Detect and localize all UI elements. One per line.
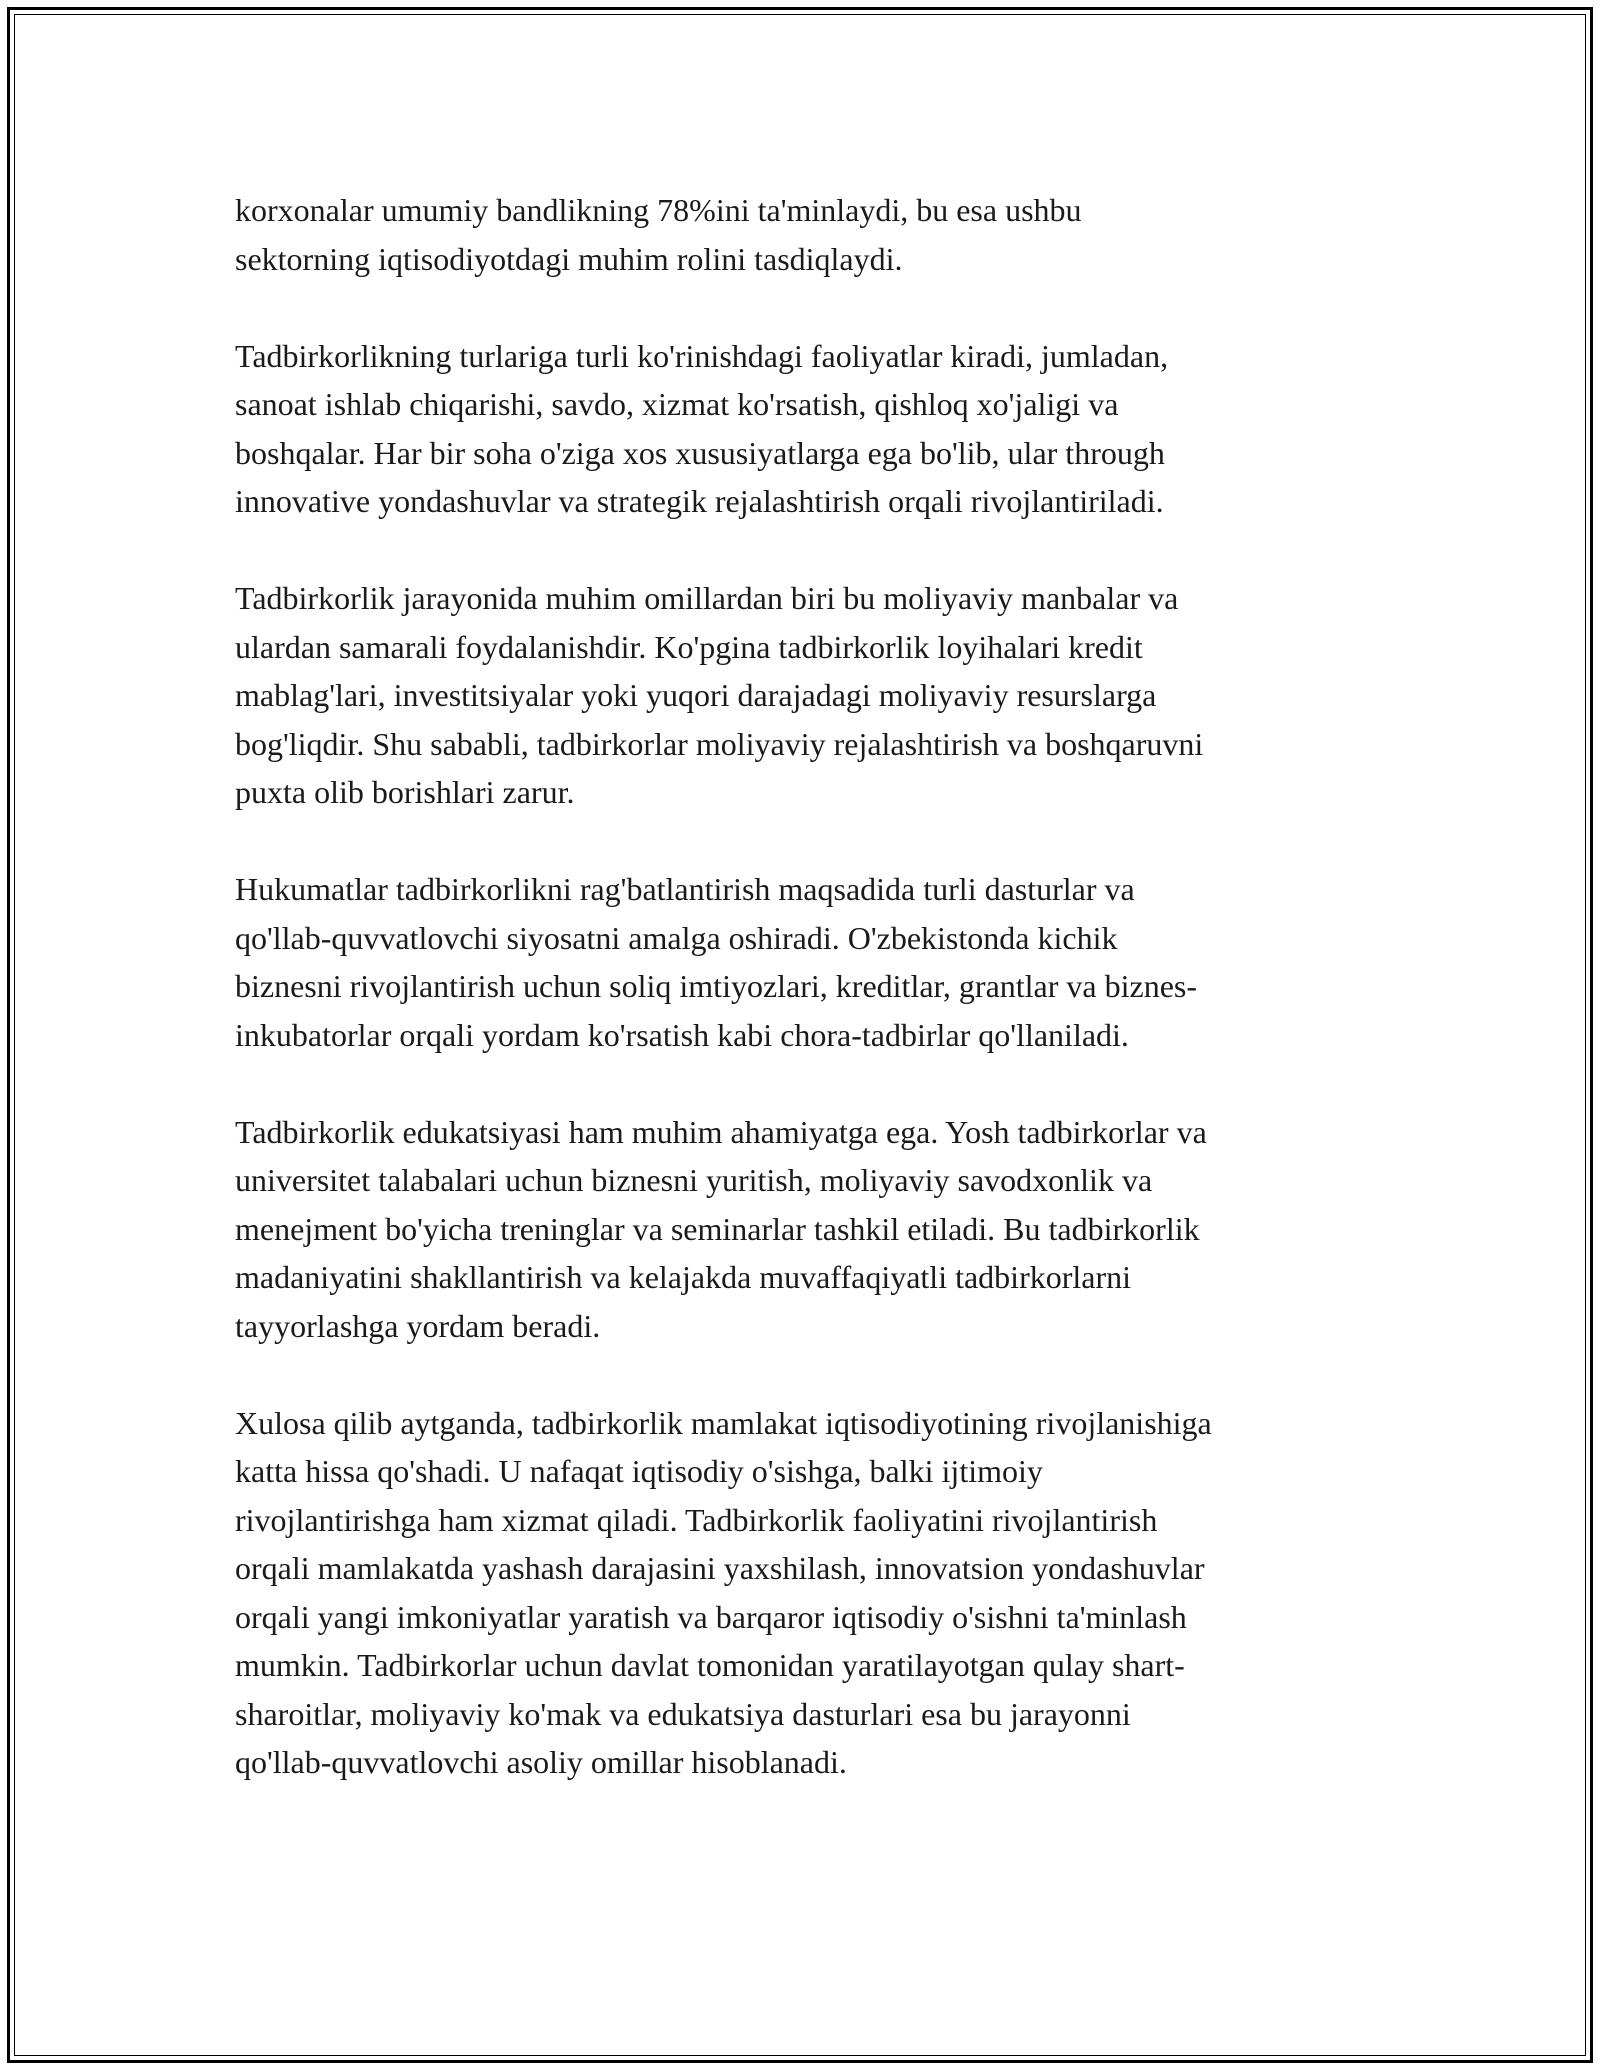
document-body bbox=[235, 186, 1375, 1835]
text-line: Tadbirkorlikning turlariga turli ko'rinishdagi faoliyatlar kiradi, jumladan, bbox=[235, 337, 1169, 374]
text-line: madaniyatini shakllantirish va kelajakda muvaffaqiyatli tadbirkorlarni bbox=[235, 1259, 1132, 1295]
text-line: orqali mamlakatda yashash darajasini yaxshilash, innovatsion yondashuvlar bbox=[235, 1550, 1205, 1586]
text-line: katta hissa qo'shadi. U nafaqat iqtisodiy o'sishga, balki ijtimoiy bbox=[235, 1453, 1043, 1489]
text-line: innovative yondashuvlar va strategik rejalashtirish orqali rivojlantiriladi. bbox=[235, 483, 1164, 519]
text-line: boshqalar. Har bir soha o'ziga xos xususiyatlarga ega bo'lib, ular through bbox=[235, 434, 1165, 471]
text-line: puxta olib borishlari zarur. bbox=[235, 774, 575, 810]
text-line: tayyorlashga yordam beradi. bbox=[235, 1307, 601, 1344]
text-line: mablag'lari, investitsiyalar yoki yuqori darajadagi moliyaviy resurslarga bbox=[235, 677, 1157, 713]
text-line: Xulosa qilib aytganda, tadbirkorlik mamlakat iqtisodiyotining rivojlanishiga bbox=[235, 1404, 1212, 1441]
paragraph bbox=[235, 186, 1375, 283]
text-line: bog'liqdir. Shu sababli, tadbirkorlar moliyaviy rejalashtirish va boshqaruvni bbox=[235, 725, 1204, 762]
text-line: ulardan samarali foydalanishdir. Ko'pgina tadbirkorlik loyihalari kredit bbox=[235, 628, 1143, 665]
paragraph bbox=[235, 574, 1375, 817]
text-line: qo'llab-quvvatlovchi siyosatni amalga oshiradi. O'zbekistonda kichik bbox=[235, 919, 1118, 956]
text-line: Tadbirkorlik edukatsiyasi ham muhim ahamiyatga ega. Yosh tadbirkorlar va bbox=[235, 1113, 1207, 1150]
text-line: orqali yangi imkoniyatlar yaratish va barqaror iqtisodiy o'sishni ta'minlash bbox=[235, 1598, 1187, 1635]
text-line: korxonalar umumiy bandlikning 78%ini ta'minlaydi, bu esa ushbu bbox=[235, 192, 1082, 228]
text-line: sanoat ishlab chiqarishi, savdo, xizmat ko'rsatish, qishloq xo'jaligi va bbox=[235, 386, 1119, 422]
paragraph bbox=[235, 1399, 1375, 1787]
paragraph bbox=[235, 1108, 1375, 1351]
paragraph bbox=[235, 332, 1375, 526]
text-line: mumkin. Tadbirkorlar uchun davlat tomonidan yaratilayotgan qulay shart- bbox=[235, 1647, 1185, 1683]
text-line: sharoitlar, moliyaviy ko'mak va edukatsiya dasturlari esa bu jarayonni bbox=[235, 1695, 1131, 1732]
text-line: inkubatorlar orqali yordam ko'rsatish kabi chora-tadbirlar qo'llaniladi. bbox=[235, 1016, 1129, 1053]
text-line: Tadbirkorlik jarayonida muhim omillardan biri bu moliyaviy manbalar va bbox=[235, 580, 1179, 616]
text-line: universitet talabalari uchun biznesni yuritish, moliyaviy savodxonlik va bbox=[235, 1162, 1153, 1198]
text-line: Hukumatlar tadbirkorlikni rag'batlantirish maqsadida turli dasturlar va bbox=[235, 871, 1135, 907]
text-line: sektorning iqtisodiyotdagi muhim rolini tasdiqlaydi. bbox=[235, 240, 903, 277]
text-line: qo'llab-quvvatlovchi asoliy omillar hisoblanadi. bbox=[235, 1744, 847, 1780]
text-line: rivojlantirishga ham xizmat qiladi. Tadbirkorlik faoliyatini rivojlantirish bbox=[235, 1501, 1158, 1538]
text-line: menejment bo'yicha treninglar va seminarlar tashkil etiladi. Bu tadbirkorlik bbox=[235, 1210, 1200, 1247]
paragraph bbox=[235, 865, 1375, 1059]
text-line: biznesni rivojlantirish uchun soliq imtiyozlari, kreditlar, grantlar va biznes- bbox=[235, 968, 1198, 1004]
